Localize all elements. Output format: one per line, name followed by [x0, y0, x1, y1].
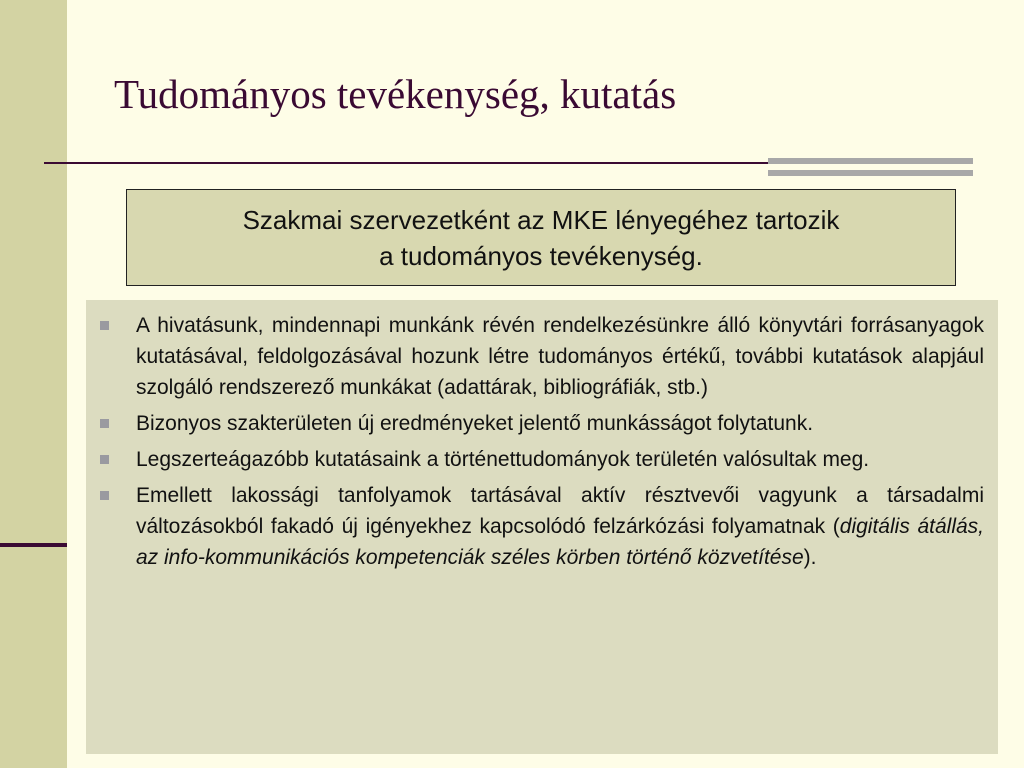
bullet-item	[86, 408, 984, 439]
square-bullet-icon	[100, 455, 109, 464]
bullet-text-before: Emellett lakossági tanfolyamok tartásával aktív résztvevői vagyunk a társadalmi változásokból fakadó új igényekhez kapcsolódó felzárkózási folyamatnak (	[136, 484, 984, 538]
bullet-list	[86, 310, 984, 573]
slide-title: Tudományos tevékenység, kutatás	[114, 71, 677, 117]
content-box	[86, 300, 998, 754]
decorative-bar-top	[768, 158, 973, 164]
left-decorative-band	[0, 0, 67, 768]
subtitle-line-1: Szakmai szervezetként az MKE lényegéhez tartozik	[242, 204, 840, 235]
subtitle-box	[126, 189, 956, 286]
bullet-text: Bizonyos szakterületen új eredményeket jelentő munkásságot folytatunk.	[136, 412, 814, 435]
decorative-bar-bottom	[768, 170, 973, 176]
bullet-item	[86, 310, 984, 403]
bullet-text-after: ).	[803, 546, 817, 569]
bullet-text: Legszerteágazóbb kutatásaink a történettudományok területén valósultak meg.	[136, 448, 870, 471]
square-bullet-icon	[100, 419, 109, 428]
bullet-text: A hivatásunk, mindennapi munkánk révén rendelkezésünkre álló könyvtári forrásanyagok kutatásával, feldolgozásával hozunk létre tudományos értékű, további kutatások alapjául szolgáló rendszerező munkákat (adattárak, bibliográfiák, stb.)	[136, 314, 984, 399]
bullet-item	[86, 444, 984, 475]
bullet-item	[86, 480, 984, 573]
square-bullet-icon	[100, 491, 109, 500]
subtitle-line-2: a tudományos tevékenység.	[379, 240, 703, 271]
bullet-text-italic: digitális átállás, az info-kommunikációs kompetenciák széles körben történő közvetítése	[136, 515, 985, 569]
title-underline	[44, 162, 784, 164]
left-accent-line	[0, 543, 67, 547]
square-bullet-icon	[100, 321, 109, 330]
